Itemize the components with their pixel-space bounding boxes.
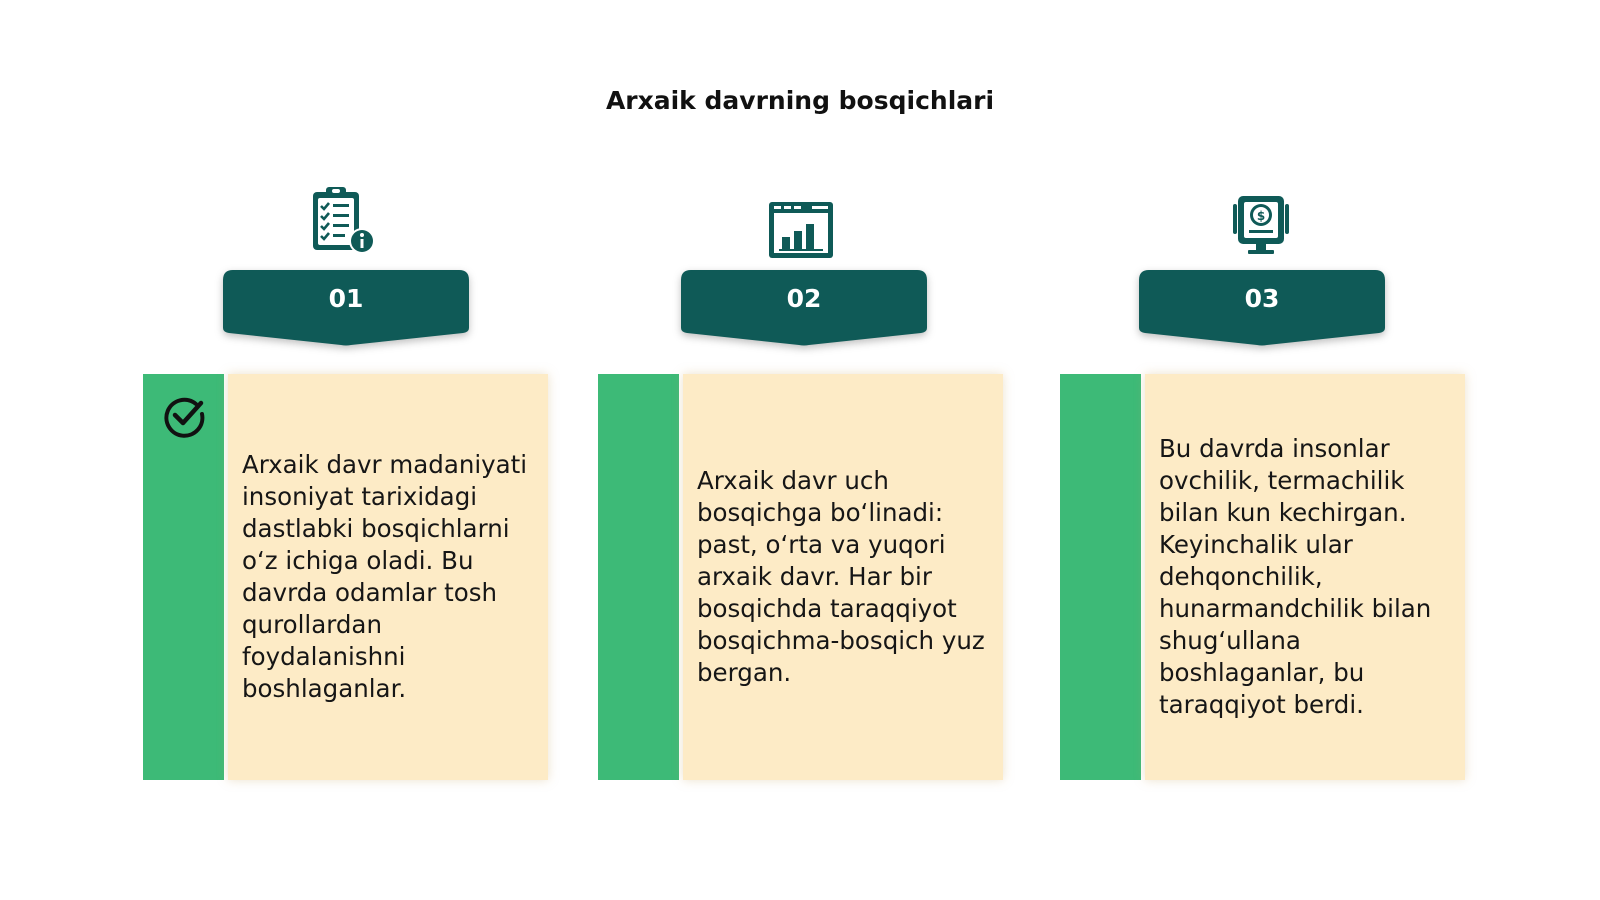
step-description bbox=[242, 374, 540, 780]
money-monitor-icon bbox=[1226, 190, 1296, 260]
check-circle-icon bbox=[162, 394, 206, 438]
page-title: Arxaik davrning bosqichlari bbox=[605, 86, 995, 115]
step-description bbox=[1159, 374, 1457, 780]
card-accent-bar bbox=[143, 374, 224, 780]
step-description-text: Arxaik davr madaniyati insoniyat tarixidagi dastlabki bosqichlarni o‘z ichiga oladi. Bu davrda odamlar tosh qurollardan foydalanishni boshlaganlar. bbox=[242, 450, 528, 703]
step-card-01 bbox=[143, 374, 548, 780]
card-body bbox=[228, 374, 548, 780]
step-card-03 bbox=[1060, 374, 1465, 780]
card-accent-bar bbox=[598, 374, 679, 780]
step-badge-03 bbox=[1139, 270, 1385, 346]
step-description bbox=[697, 374, 995, 780]
step-number: 02 bbox=[786, 284, 822, 313]
step-badge-02 bbox=[681, 270, 927, 346]
svg-text:$: $ bbox=[1256, 209, 1266, 223]
card-body bbox=[1145, 374, 1465, 780]
clipboard-checklist-info-icon bbox=[308, 186, 378, 256]
step-description-text: Arxaik davr uch bosqichga bo‘linadi: past, o‘rta va yuqori arxaik davr. Har bir bosqichda taraqqiyot bosqichma-bosqich yuz bergan. bbox=[697, 466, 985, 687]
step-badge-01 bbox=[223, 270, 469, 346]
step-card-02 bbox=[598, 374, 1003, 780]
step-number: 01 bbox=[328, 284, 364, 313]
step-number: 03 bbox=[1244, 284, 1280, 313]
card-body bbox=[683, 374, 1003, 780]
step-description-text: Bu davrda insonlar ovchilik, termachilik bilan kun kechirgan. Keyinchalik ular dehqonchilik, hunarmandchilik bilan shug‘ullana boshlaganlar, bu taraqqiyot berdi. bbox=[1159, 434, 1432, 719]
bar-chart-window-icon bbox=[766, 194, 836, 264]
card-accent-bar bbox=[1060, 374, 1141, 780]
